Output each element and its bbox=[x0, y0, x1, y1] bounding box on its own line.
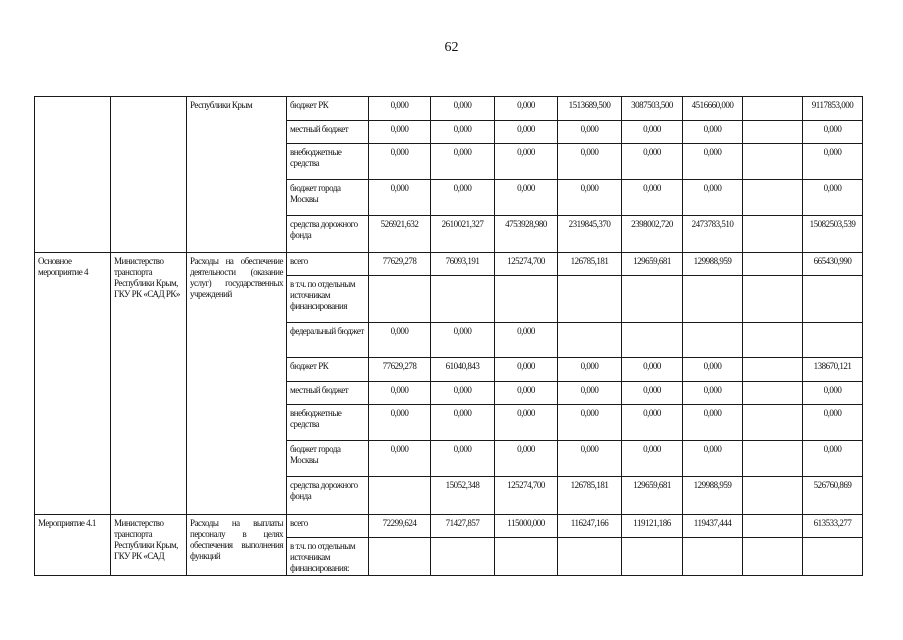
value-cell bbox=[622, 323, 683, 358]
value-cell: 0,000 bbox=[558, 121, 622, 144]
value-cell: 0,000 bbox=[495, 441, 558, 477]
value-cell: 125274,700 bbox=[495, 253, 558, 276]
value-cell: 2398002,720 bbox=[622, 216, 683, 253]
total-value-cell: 0,000 bbox=[803, 382, 863, 405]
value-cell: 3087503,500 bbox=[622, 97, 683, 121]
funding-source-cell: в т.ч. по отдельным источникам финансирования bbox=[287, 276, 369, 323]
value-cell: 0,000 bbox=[495, 180, 558, 216]
value-cell: 0,000 bbox=[622, 180, 683, 216]
value-cell: 0,000 bbox=[622, 144, 683, 180]
total-value-cell: 0,000 bbox=[803, 180, 863, 216]
value-cell: 0,000 bbox=[369, 180, 431, 216]
value-cell: 0,000 bbox=[622, 358, 683, 382]
value-cell: 2610021,327 bbox=[431, 216, 495, 253]
value-cell bbox=[622, 538, 683, 576]
value-cell bbox=[683, 323, 743, 358]
value-cell bbox=[558, 538, 622, 576]
value-cell: 0,000 bbox=[369, 144, 431, 180]
funding-source-cell: внебюджетные средства bbox=[287, 405, 369, 441]
executor-cell: Министерство транспорта Республики Крым, ГКУ РК «САД РК» bbox=[111, 253, 187, 515]
value-cell bbox=[743, 180, 803, 216]
funding-source-cell: местный бюджет bbox=[287, 121, 369, 144]
value-cell bbox=[495, 538, 558, 576]
value-cell: 4753928,980 bbox=[495, 216, 558, 253]
value-cell: 0,000 bbox=[622, 441, 683, 477]
funding-source-cell: в т.ч. по отдельным источникам финансирования: bbox=[287, 538, 369, 576]
value-cell: 125274,700 bbox=[495, 477, 558, 515]
value-cell bbox=[743, 441, 803, 477]
value-cell: 0,000 bbox=[495, 358, 558, 382]
funding-source-cell: всего bbox=[287, 515, 369, 538]
executor-cell bbox=[111, 97, 187, 253]
value-cell: 15052,348 bbox=[431, 477, 495, 515]
value-cell: 0,000 bbox=[622, 382, 683, 405]
table-row bbox=[35, 515, 863, 538]
value-cell: 119121,186 bbox=[622, 515, 683, 538]
value-cell: 0,000 bbox=[369, 382, 431, 405]
value-cell bbox=[369, 276, 431, 323]
value-cell: 0,000 bbox=[431, 144, 495, 180]
value-cell: 0,000 bbox=[495, 405, 558, 441]
value-cell: 0,000 bbox=[683, 358, 743, 382]
value-cell: 0,000 bbox=[431, 382, 495, 405]
value-cell: 0,000 bbox=[495, 382, 558, 405]
description-cell: Расходы на обеспечение деятельности (оказание услуг) государственных учреждений bbox=[187, 253, 287, 515]
value-cell bbox=[683, 538, 743, 576]
total-value-cell: 138670,121 bbox=[803, 358, 863, 382]
funding-source-cell: внебюджетные средства bbox=[287, 144, 369, 180]
table-body bbox=[35, 97, 863, 576]
value-cell bbox=[743, 97, 803, 121]
budget-table bbox=[34, 96, 863, 576]
funding-source-cell: средства дорожного фонда bbox=[287, 477, 369, 515]
executor-cell: Министерство транспорта Республики Крым, ГКУ РК «САД bbox=[111, 515, 187, 576]
total-value-cell bbox=[803, 538, 863, 576]
value-cell: 71427,857 bbox=[431, 515, 495, 538]
value-cell: 4516660,000 bbox=[683, 97, 743, 121]
value-cell: 77629,278 bbox=[369, 253, 431, 276]
value-cell: 0,000 bbox=[558, 382, 622, 405]
value-cell: 0,000 bbox=[431, 121, 495, 144]
value-cell: 0,000 bbox=[558, 405, 622, 441]
value-cell: 0,000 bbox=[683, 441, 743, 477]
value-cell: 0,000 bbox=[622, 405, 683, 441]
value-cell: 0,000 bbox=[369, 97, 431, 121]
page-number: 62 bbox=[444, 40, 459, 55]
value-cell: 0,000 bbox=[558, 144, 622, 180]
value-cell: 0,000 bbox=[558, 180, 622, 216]
funding-source-cell: всего bbox=[287, 253, 369, 276]
value-cell: 76093,191 bbox=[431, 253, 495, 276]
value-cell bbox=[743, 276, 803, 323]
value-cell: 0,000 bbox=[495, 144, 558, 180]
value-cell: 129659,681 bbox=[622, 253, 683, 276]
value-cell bbox=[743, 538, 803, 576]
value-cell bbox=[431, 538, 495, 576]
value-cell: 0,000 bbox=[622, 121, 683, 144]
funding-source-cell: средства дорожного фонда bbox=[287, 216, 369, 253]
value-cell bbox=[743, 253, 803, 276]
value-cell: 2319845,370 bbox=[558, 216, 622, 253]
description-cell: Республики Крым bbox=[187, 97, 287, 253]
value-cell: 0,000 bbox=[683, 382, 743, 405]
value-cell bbox=[431, 276, 495, 323]
value-cell: 0,000 bbox=[683, 180, 743, 216]
value-cell bbox=[743, 358, 803, 382]
value-cell: 0,000 bbox=[683, 144, 743, 180]
total-value-cell: 9117853,000 bbox=[803, 97, 863, 121]
value-cell: 0,000 bbox=[369, 323, 431, 358]
funding-source-cell: бюджет РК bbox=[287, 358, 369, 382]
value-cell: 0,000 bbox=[558, 441, 622, 477]
total-value-cell: 0,000 bbox=[803, 441, 863, 477]
value-cell: 0,000 bbox=[431, 323, 495, 358]
funding-source-cell: местный бюджет bbox=[287, 382, 369, 405]
value-cell bbox=[743, 515, 803, 538]
value-cell: 0,000 bbox=[431, 441, 495, 477]
value-cell bbox=[743, 405, 803, 441]
value-cell: 0,000 bbox=[431, 180, 495, 216]
funding-source-cell: федеральный бюджет bbox=[287, 323, 369, 358]
value-cell: 0,000 bbox=[495, 323, 558, 358]
value-cell: 72299,624 bbox=[369, 515, 431, 538]
description-cell: Расходы на выплаты персоналу в целях обеспечения выполнения функций bbox=[187, 515, 287, 576]
value-cell: 0,000 bbox=[495, 121, 558, 144]
total-value-cell: 15082503,539 bbox=[803, 216, 863, 253]
value-cell bbox=[369, 538, 431, 576]
value-cell: 0,000 bbox=[683, 405, 743, 441]
value-cell: 0,000 bbox=[683, 121, 743, 144]
value-cell bbox=[743, 216, 803, 253]
value-cell: 0,000 bbox=[495, 97, 558, 121]
status-cell: Основное мероприятие 4 bbox=[35, 253, 111, 515]
funding-source-cell: бюджет города Москвы bbox=[287, 180, 369, 216]
value-cell bbox=[743, 382, 803, 405]
value-cell bbox=[743, 144, 803, 180]
total-value-cell bbox=[803, 323, 863, 358]
funding-source-cell: бюджет города Москвы bbox=[287, 441, 369, 477]
status-cell: Мероприятие 4.1 bbox=[35, 515, 111, 576]
value-cell: 2473783,510 bbox=[683, 216, 743, 253]
value-cell bbox=[369, 477, 431, 515]
value-cell: 0,000 bbox=[431, 405, 495, 441]
value-cell: 77629,278 bbox=[369, 358, 431, 382]
table-row bbox=[35, 253, 863, 276]
value-cell bbox=[558, 323, 622, 358]
total-value-cell: 0,000 bbox=[803, 144, 863, 180]
value-cell: 119437,444 bbox=[683, 515, 743, 538]
value-cell bbox=[683, 276, 743, 323]
value-cell: 116247,166 bbox=[558, 515, 622, 538]
value-cell: 61040,843 bbox=[431, 358, 495, 382]
value-cell: 129988,959 bbox=[683, 477, 743, 515]
total-value-cell bbox=[803, 276, 863, 323]
value-cell bbox=[743, 121, 803, 144]
value-cell: 526921,632 bbox=[369, 216, 431, 253]
total-value-cell: 526760,869 bbox=[803, 477, 863, 515]
value-cell: 0,000 bbox=[369, 441, 431, 477]
value-cell: 1513689,500 bbox=[558, 97, 622, 121]
value-cell bbox=[743, 323, 803, 358]
funding-source-cell: бюджет РК bbox=[287, 97, 369, 121]
total-value-cell: 665430,990 bbox=[803, 253, 863, 276]
value-cell: 0,000 bbox=[431, 97, 495, 121]
value-cell bbox=[622, 276, 683, 323]
value-cell bbox=[558, 276, 622, 323]
total-value-cell: 613533,277 bbox=[803, 515, 863, 538]
value-cell bbox=[743, 477, 803, 515]
value-cell: 0,000 bbox=[558, 358, 622, 382]
value-cell: 115000,000 bbox=[495, 515, 558, 538]
value-cell: 129659,681 bbox=[622, 477, 683, 515]
value-cell: 0,000 bbox=[369, 121, 431, 144]
total-value-cell: 0,000 bbox=[803, 405, 863, 441]
value-cell bbox=[495, 276, 558, 323]
value-cell: 126785,181 bbox=[558, 253, 622, 276]
total-value-cell: 0,000 bbox=[803, 121, 863, 144]
value-cell: 129988,959 bbox=[683, 253, 743, 276]
value-cell: 0,000 bbox=[369, 405, 431, 441]
table-row bbox=[35, 97, 863, 121]
status-cell bbox=[35, 97, 111, 253]
value-cell: 126785,181 bbox=[558, 477, 622, 515]
